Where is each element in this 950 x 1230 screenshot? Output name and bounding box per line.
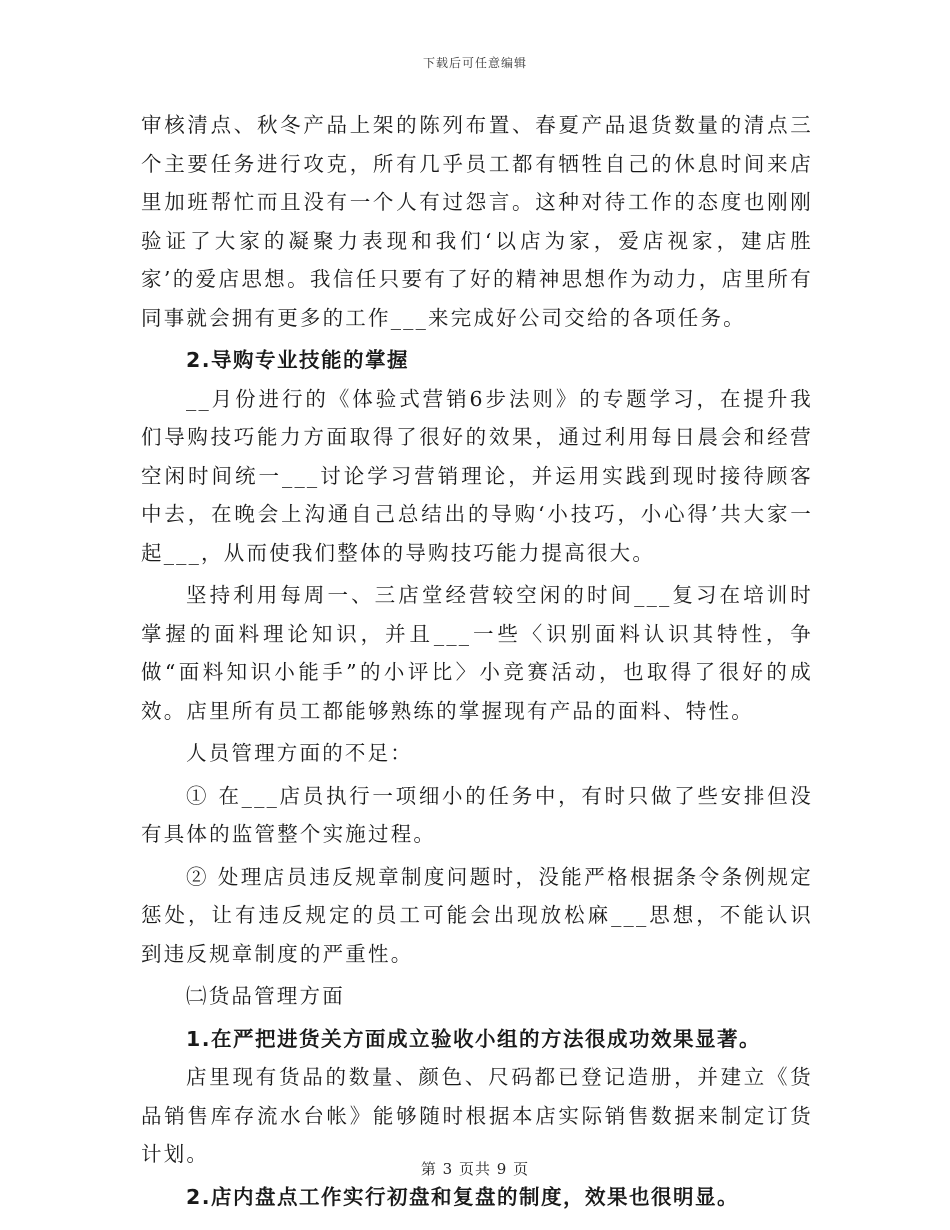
section-heading-goods-management: ㈡货品管理方面 bbox=[186, 984, 345, 1008]
subheading-inventory-check: 2.店内盘点工作实行初盘和复盘的制度，效果也很明显。 bbox=[186, 1184, 740, 1209]
list-item-1: ① 在___店员执行一项细小的任务中，有时只做了些安排但没有具体的监管整个实施过程。 bbox=[141, 783, 813, 846]
page-header: 下载后可任意编辑 bbox=[422, 56, 527, 70]
paragraph-shortcomings-title: 人员管理方面的不足： bbox=[186, 741, 413, 765]
page-footer: 第 3 页共 9 页 bbox=[420, 1160, 530, 1178]
document-body bbox=[141, 106, 813, 1216]
paragraph-3: 坚持利用每周一、三店堂经营较空闲的时间___复习在培训时掌握的面料理论知识，并且___一些〈识别面料认识其特性，争做“面料知识小能手”的小评比〉小竞赛活动，也取得了很好的成效。店里所有员工都能够熟练的掌握现有产品的面料、特性。 bbox=[141, 583, 813, 723]
paragraph-1: 审核清点、秋冬产品上架的陈列布置、春夏产品退货数量的清点三个主要任务进行攻克，所有几乎员工都有牺牲自己的休息时间来店里加班帮忙而且没有一个人有过怨言。这种对待工作的态度也刚刚验证了大家的凝聚力表现和我们‘以店为家，爱店视家，建店胜家’的爱店思想。我信任只要有了好的精神思想作为动力，店里所有同事就会拥有更多的工作___来完成好公司交给的各项任务。 bbox=[141, 113, 813, 330]
paragraph-2: __月份进行的《体验式营销6步法则》的专题学习，在提升我们导购技巧能力方面取得了很好的效果，通过利用每日晨会和经营空闲时间统一___讨论学习营销理论，并运用实践到现时接待顾客中去，在晚会上沟通自己总结出的导购‘小技巧，小心得’共大家一起___，从而使我们整体的导购技巧能力提高很大。 bbox=[141, 386, 813, 565]
list-item-2: ② 处理店员违反规章制度问题时，没能严格根据条令条例规定惩处，让有违反规定的员工可能会出现放松麻___思想，不能认识到违反规章制度的严重性。 bbox=[141, 864, 813, 966]
subheading-acceptance-group: 1.在严把进货关方面成立验收小组的方法很成功效果显著。 bbox=[186, 1026, 762, 1051]
section-heading-sales-skills: 2.导购专业技能的掌握 bbox=[186, 348, 410, 372]
paragraph-4: 店里现有货品的数量、颜色、尺码都已登记造册，并建立《货品销售库存流水台帐》能够随时根据本店实际销售数据来制定订货计划。 bbox=[141, 1065, 813, 1166]
